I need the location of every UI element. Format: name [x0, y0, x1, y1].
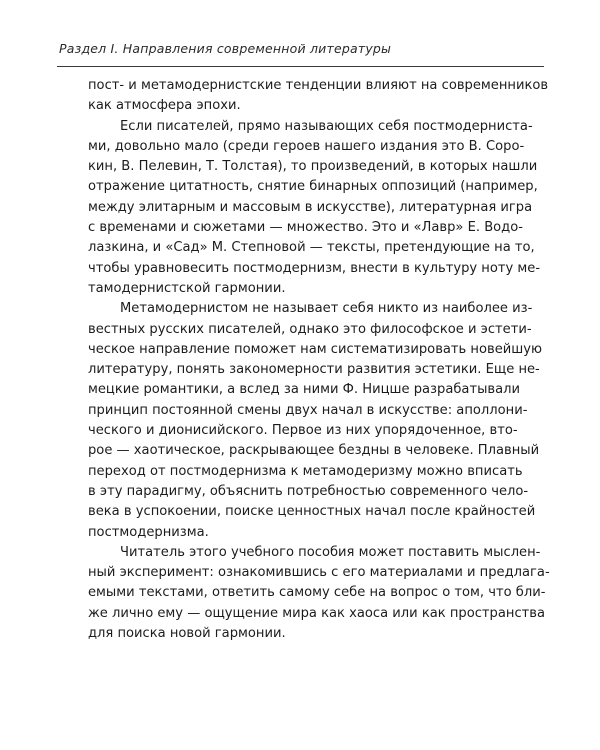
body-text — [88, 76, 550, 644]
paragraph — [88, 76, 549, 117]
text-line: тамодернистской гармонии. — [88, 280, 286, 296]
text-line: ческое направление поможет нам систематизировать новейшую — [88, 341, 543, 357]
text-line: вестных русских писателей, однако это философское и эстети- — [88, 321, 532, 337]
text-line: мецкие романтики, а вслед за ними Ф. Ницше разрабатывали — [88, 382, 521, 398]
text-line: Читатель этого учебного пособия может поставить мыслен- — [120, 544, 541, 560]
text-line: кин, В. Пелевин, Т. Толстая), то произведений, в которых нашли — [88, 159, 538, 175]
text-line: же лично ему — ощущение мира как хаоса или как пространства — [88, 605, 546, 621]
text-line: ми, довольно мало (среди героев нашего издания это В. Соро- — [88, 138, 525, 154]
header-rule — [57, 66, 544, 67]
text-line: переход от постмодернизма к метамодеризму можно вписать — [88, 463, 523, 479]
text-line: ческого и дионисийского. Первое из них упорядоченное, вто- — [88, 423, 518, 439]
text-line: как атмосфера эпохи. — [88, 98, 241, 114]
text-line: века в успокоении, поиске ценностных начал после крайностей — [88, 504, 536, 520]
text-line: Метамодернистом не называет себя никто из наиболее из- — [120, 301, 533, 317]
paragraph — [88, 543, 550, 644]
text-line: ный эксперимент: ознакомившись с его материалами и предлага- — [88, 565, 550, 581]
text-line: в эту парадигму, объяснить потребностью современного чело- — [88, 483, 529, 499]
text-line: емыми текстами, ответить самому себе на вопрос о том, что бли- — [88, 585, 546, 601]
text-line: принцип постоянной смены двух начал в искусстве: аполлони- — [88, 402, 528, 418]
text-line: рое — хаотическое, раскрывающее бездны в человеке. Плавный — [88, 443, 540, 459]
text-line: Если писателей, прямо называющих себя постмодерниста- — [120, 118, 533, 134]
text-line: для поиска новой гармонии. — [88, 626, 286, 642]
text-line: пост- и метамодернистские тенденции влияют на современников — [88, 78, 549, 93]
paragraph — [88, 299, 543, 543]
text-line: с временами и сюжетами — множество. Это и «Лавр» Е. Водо- — [88, 220, 523, 236]
text-line: между элитарным и массовым в искусстве), литературная игра — [88, 199, 533, 215]
text-line: постмодернизма. — [88, 524, 209, 540]
text-line: чтобы уравновесить постмодернизм, внести в культуру ноту ме- — [88, 260, 541, 276]
text-line: лазкина, и «Сад» М. Степновой — тексты, претендующие на то, — [88, 240, 535, 256]
text-line: отражение цитатность, снятие бинарных оппозиций (например, — [88, 179, 538, 195]
text-line: литературу, понять закономерности развития эстетики. Еще не- — [88, 362, 540, 378]
running-head: Раздел I. Направления современной литературы — [59, 41, 392, 56]
paragraph — [88, 117, 541, 300]
